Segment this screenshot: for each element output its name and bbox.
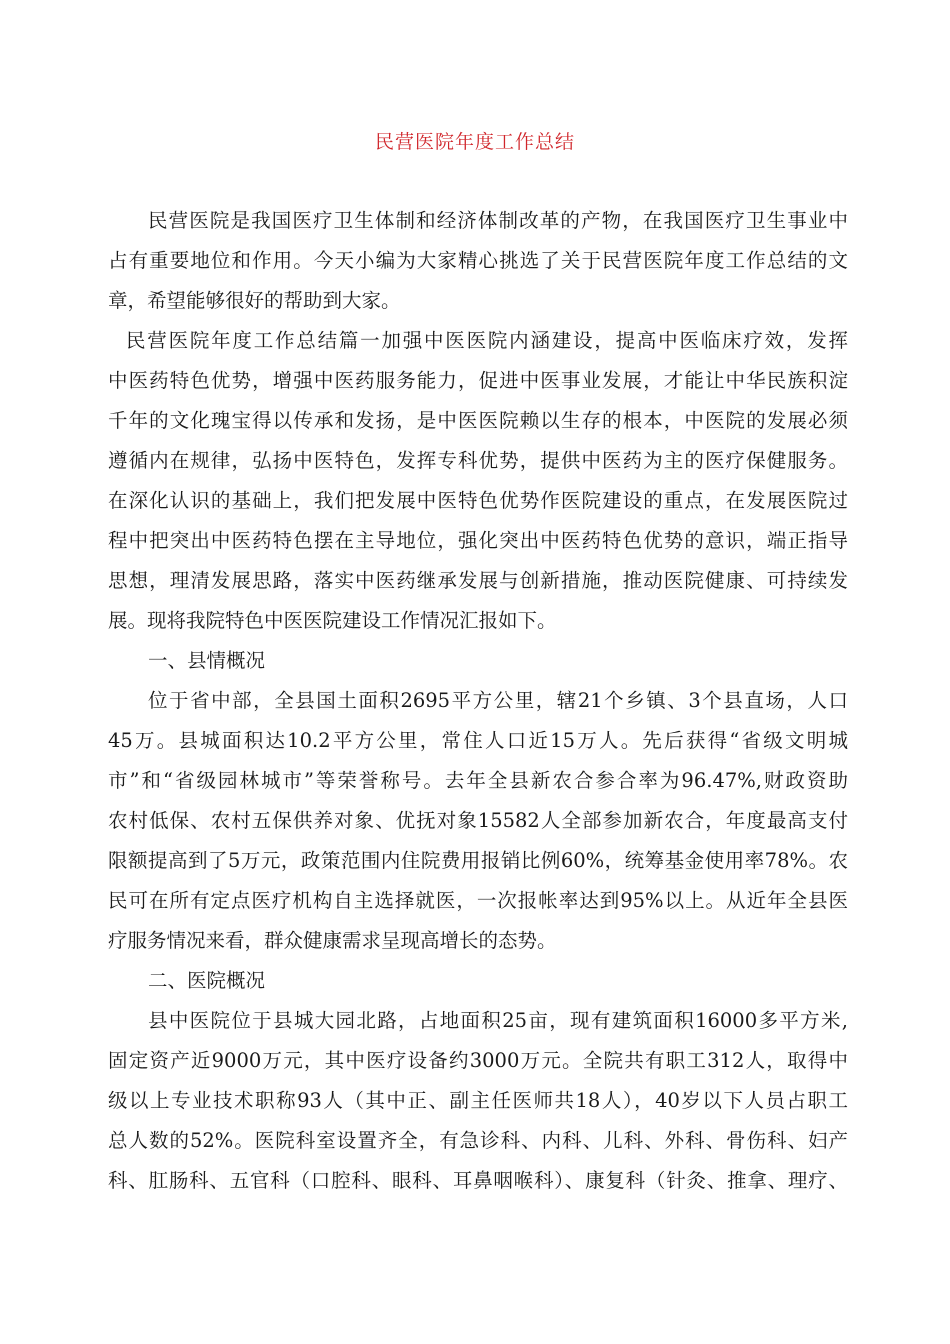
section-heading-1: 一、县情概况 [148, 649, 266, 672]
para2-line-5: 在深化认识的基础上，我们把发展中医特色优势作医院建设的重点，在发展医院过 [108, 489, 848, 512]
para4-line-4: 总人数的52%。医院科室设置齐全，有急诊科、内科、儿科、外科、骨伤科、妇产 [108, 1129, 848, 1152]
para2-line-6: 程中把突出中医药特色摆在主导地位，强化突出中医药特色优势的意识，端正指导 [108, 529, 848, 552]
para4-line-3: 级以上专业技术职称93人（其中正、副主任医师共18人），40岁以下人员占职工 [108, 1089, 848, 1112]
para2-line-4: 遵循内在规律，弘扬中医特色，发挥专科优势，提供中医药为主的医疗保健服务。 [108, 449, 848, 472]
para3-line-6: 民可在所有定点医疗机构自主选择就医，一次报帐率达到95%以上。从近年全县医 [108, 889, 848, 912]
para4-line-1: 县中医院位于县城大园北路，占地面积25亩，现有建筑面积16000多平方米, [148, 1009, 848, 1032]
para3-line-7: 疗服务情况来看，群众健康需求呈现高增长的态势。 [108, 929, 557, 952]
intro-line-2: 占有重要地位和作用。今天小编为大家精心挑选了关于民营医院年度工作总结的文 [108, 249, 848, 272]
intro-line-3: 章，希望能够很好的帮助到大家。 [108, 289, 401, 312]
para2-line-8: 展。现将我院特色中医医院建设工作情况汇报如下。 [108, 609, 557, 632]
para3-line-1: 位于省中部，全县国土面积2695平方公里，辖21个乡镇、3个县直场，人口 [148, 689, 848, 712]
para3-line-3: 市”和“省级园林城市”等荣誉称号。去年全县新农合参合率为96.47%,财政资助 [108, 769, 848, 792]
para3-line-4: 农村低保、农村五保供养对象、优抚对象15582人全部参加新农合，年度最高支付 [108, 809, 848, 832]
para4-line-2: 固定资产近9000万元，其中医疗设备约3000万元。全院共有职工312人，取得中 [108, 1049, 848, 1072]
para2-line-3: 千年的文化瑰宝得以传承和发扬，是中医医院赖以生存的根本，中医院的发展必须 [108, 409, 848, 432]
para2-line-1: 民营医院年度工作总结篇一加强中医医院内涵建设，提高中医临床疗效，发挥 [126, 329, 848, 352]
para3-line-5: 限额提高到了5万元，政策范围内住院费用报销比例60%，统筹基金使用率78%。农 [108, 849, 848, 872]
intro-line-1: 民营医院是我国医疗卫生体制和经济体制改革的产物，在我国医疗卫生事业中 [148, 209, 848, 232]
para2-line-2: 中医药特色优势，增强中医药服务能力，促进中医事业发展，才能让中华民族积淀 [108, 369, 848, 392]
para2-line-7: 思想，理清发展思路，落实中医药继承发展与创新措施，推动医院健康、可持续发 [108, 569, 848, 592]
para4-line-5: 科、肛肠科、五官科（口腔科、眼科、耳鼻咽喉科）、康复科（针灸、推拿、理疗、 [108, 1169, 848, 1192]
document-title: 民营医院年度工作总结 [374, 131, 575, 153]
para3-line-2: 45万。县城面积达10.2平方公里，常住人口近15万人。先后获得“省级文明城 [108, 729, 848, 752]
section-heading-2: 二、医院概况 [148, 969, 266, 992]
